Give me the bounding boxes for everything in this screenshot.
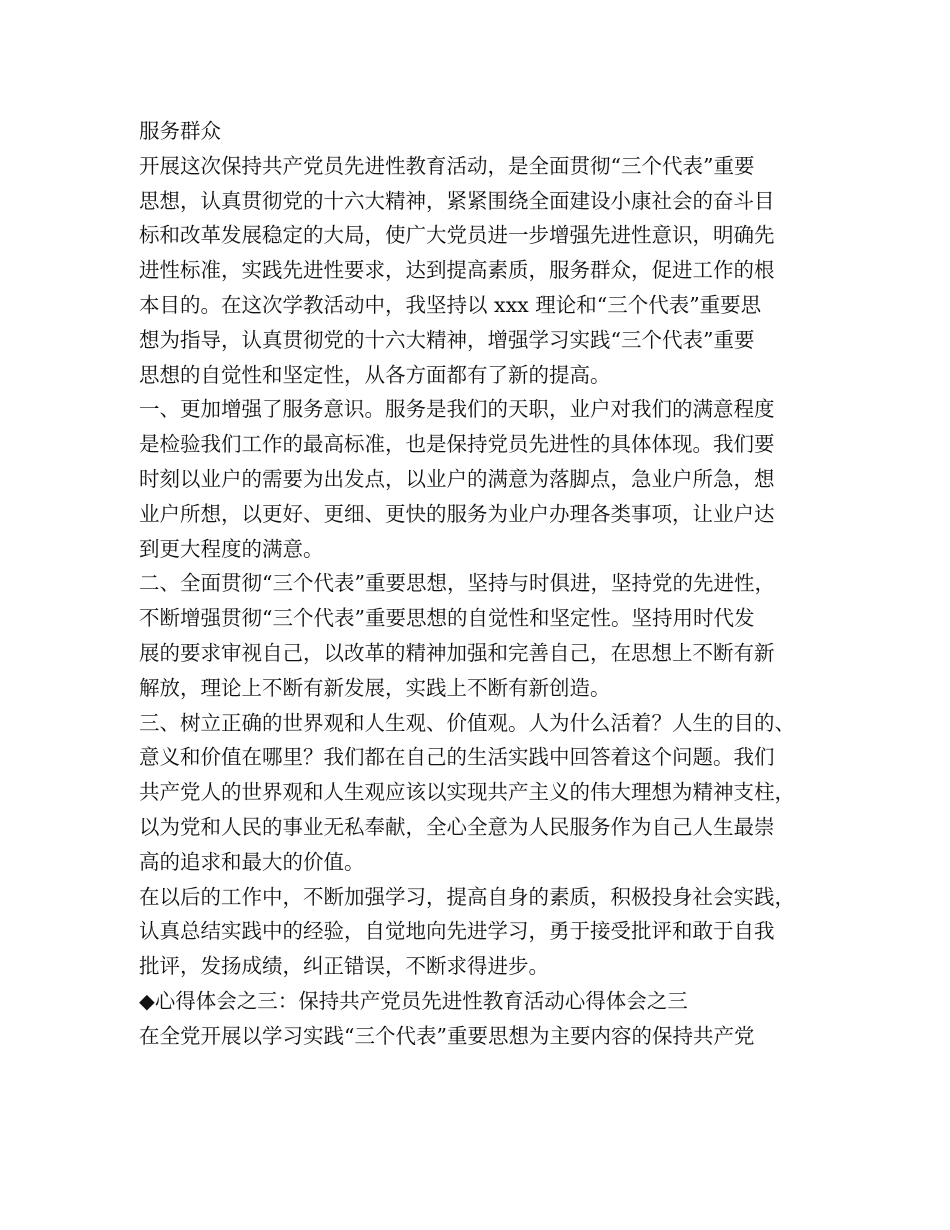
document-body xyxy=(139,114,829,1054)
text-line: 本目的。在这次学教活动中，我坚持以 xxx 理论和“三个代表”重要思 xyxy=(139,292,762,317)
text-line: 解放，理论上不断有新发展，实践上不断有新创造。 xyxy=(139,675,611,700)
text-line: 进性标准，实践先进性要求，达到提高素质，服务群众，促进工作的根 xyxy=(139,258,775,283)
text-line: 以为党和人民的事业无私奉献，全心全意为人民服务作为自己人生最崇 xyxy=(139,814,775,839)
text-line: 业户所想，以更好、更细、更快的服务为业户办理各类事项，让业户达 xyxy=(139,501,775,526)
text-line: 是检验我们工作的最高标准，也是保持党员先进性的具体体现。我们要 xyxy=(139,432,775,457)
text-line: 在全党开展以学习实践“三个代表”重要思想为主要内容的保持共产党 xyxy=(139,1023,755,1048)
text-line: 共产党人的世界观和人生观应该以实现共产主义的伟大理想为精神支柱， xyxy=(139,780,795,805)
text-line: 在以后的工作中，不断加强学习，提高自身的素质，积极投身社会实践， xyxy=(139,884,795,909)
text-line: 开展这次保持共产党员先进性教育活动，是全面贯彻“三个代表”重要 xyxy=(139,153,755,178)
text-line: 批评，发扬成绩，纠正错误，不断求得进步。 xyxy=(139,954,549,979)
text-line: 三、树立正确的世界观和人生观、价值观。人为什么活着？人生的目的、 xyxy=(139,710,795,735)
text-line: 展的要求审视自己，以改革的精神加强和完善自己，在思想上不断有新 xyxy=(139,640,775,665)
text-line: 想为指导，认真贯彻党的十六大精神，增强学习实践“三个代表”重要 xyxy=(139,327,755,352)
text-line: 一、更加增强了服务意识。服务是我们的天职，业户对我们的满意程度 xyxy=(139,397,775,422)
text-line: 意义和价值在哪里？我们都在自己的生活实践中回答着这个问题。我们 xyxy=(139,745,775,770)
text-line: 标和改革发展稳定的大局，使广大党员进一步增强先进性意识，明确先 xyxy=(139,223,775,248)
subsection-heading-line: ◆心得体会之三：保持共产党员先进性教育活动心得体会之三 xyxy=(139,988,688,1013)
text-line: 时刻以业户的需要为出发点，以业户的满意为落脚点，急业户所急，想 xyxy=(139,466,775,491)
text-line: 不断增强贯彻“三个代表”重要思想的自觉性和坚定性。坚持用时代发 xyxy=(139,606,755,631)
text-line: 思想，认真贯彻党的十六大精神，紧紧围绕全面建设小康社会的奋斗目 xyxy=(139,188,775,213)
text-line: 到更大程度的满意。 xyxy=(139,536,324,561)
section-heading-line: 服务群众 xyxy=(139,119,221,143)
text-line: 高的追求和最大的价值。 xyxy=(139,849,365,874)
text-line: 认真总结实践中的经验，自觉地向先进学习，勇于接受批评和敢于自我 xyxy=(139,919,775,944)
text-line: 思想的自觉性和坚定性，从各方面都有了新的提高。 xyxy=(139,362,611,387)
text-line: 二、全面贯彻“三个代表”重要思想，坚持与时俱进，坚持党的先进性， xyxy=(139,571,775,596)
